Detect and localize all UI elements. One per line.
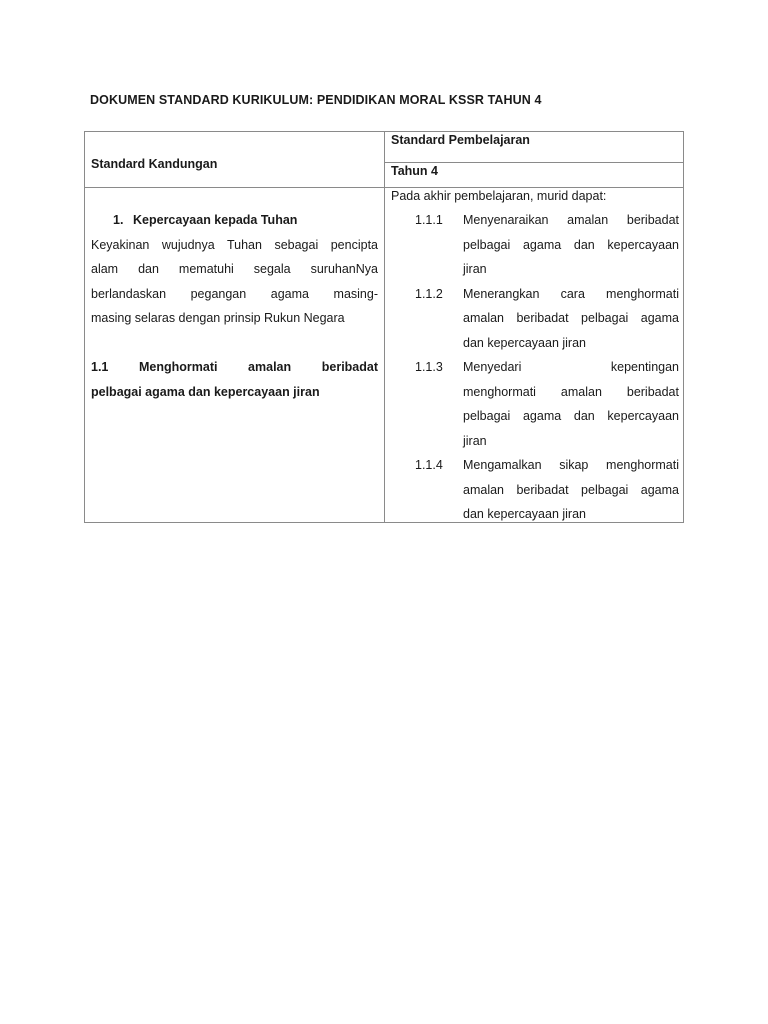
objective-line: Mengamalkan sikap menghormati: [463, 458, 679, 472]
objective-line: Menyedari kepentingan: [463, 360, 679, 374]
subheading-line: 1.1 Menghormati amalan beribadat: [91, 360, 378, 374]
content-subheading: [91, 355, 378, 404]
content-heading: [91, 208, 378, 233]
objective-line: pelbagai agama dan kepercayaan: [463, 237, 679, 252]
curriculum-table: [84, 131, 684, 523]
objective-number: 1.1.3: [415, 360, 443, 374]
header-standard-kandungan: Standard Kandungan: [91, 157, 218, 171]
objective-item: [385, 355, 683, 453]
objective-number: 1.1.4: [415, 458, 443, 472]
objective-line: Menyenaraikan amalan beribadat: [463, 213, 679, 227]
objective-item: [385, 453, 683, 527]
objective-line: amalan beribadat pelbagai agama: [463, 311, 679, 325]
paragraph-line: masing selaras dengan prinsip Rukun Negara: [91, 311, 345, 325]
objective-line: jiran: [463, 433, 487, 448]
objective-line: jiran: [463, 262, 487, 276]
objective-number: 1.1.2: [415, 286, 443, 301]
content-heading-text: Kepercayaan kepada Tuhan: [133, 213, 298, 227]
header-bottom-border: [85, 187, 683, 188]
learning-objectives: [385, 208, 683, 527]
objective-line: pelbagai agama dan kepercayaan: [463, 409, 679, 423]
content-heading-number: 1.: [113, 213, 124, 227]
header-standard-pembelajaran: Standard Pembelajaran: [391, 133, 530, 147]
paragraph-line: Keyakinan wujudnya Tuhan sebagai pencipta: [91, 237, 378, 252]
document-title: DOKUMEN STANDARD KURIKULUM: PENDIDIKAN MORAL KSSR TAHUN 4: [90, 93, 542, 107]
objective-line: dan kepercayaan jiran: [463, 507, 586, 521]
subheading-line: pelbagai agama dan kepercayaan jiran: [91, 384, 320, 399]
paragraph-line: alam dan mematuhi segala suruhanNya: [91, 262, 378, 276]
objective-line: amalan beribadat pelbagai agama: [463, 482, 679, 497]
objective-line: Menerangkan cara menghormati: [463, 286, 679, 301]
header-right-divider: [385, 162, 684, 163]
paragraph-line: berlandaskan pegangan agama masing-: [91, 286, 378, 301]
objective-item: [385, 282, 683, 356]
objective-item: [385, 208, 683, 282]
objective-line: menghormati amalan beribadat: [463, 384, 679, 399]
objective-line: dan kepercayaan jiran: [463, 335, 586, 350]
header-tahun: Tahun 4: [391, 164, 438, 178]
objective-number: 1.1.1: [415, 213, 443, 227]
learning-intro: Pada akhir pembelajaran, murid dapat:: [391, 189, 607, 203]
standard-kandungan-cell: [91, 208, 378, 404]
